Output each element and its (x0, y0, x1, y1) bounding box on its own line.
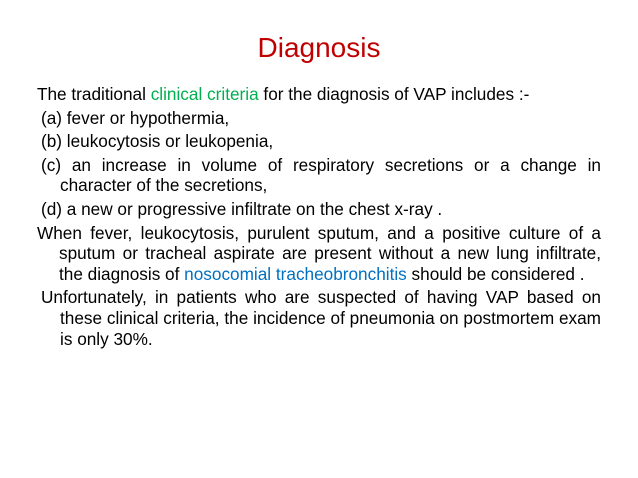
intro-text-before: The traditional (37, 84, 151, 104)
criteria-item-b: (b) leukocytosis or leukopenia, (41, 131, 274, 152)
criteria-item-a: (a) fever or hypothermia, (41, 107, 230, 128)
slide-title: Diagnosis (257, 32, 381, 63)
tracheobronchitis-text-before: When fever, leukocytosis, purulent sputum, and a positive culture of a sputum or tracheal aspirate are present without a new lung infiltrate, the diagnosis of (37, 222, 601, 284)
intro-paragraph (37, 84, 601, 105)
nosocomial-tracheobronchitis-highlight: nosocomial tracheobronchitis (184, 263, 407, 284)
slide-body (37, 84, 601, 349)
tracheobronchitis-text-after: should be considered . (406, 263, 585, 284)
clinical-criteria-highlight: clinical criteria (150, 84, 259, 104)
postmortem-paragraph: Unfortunately, in patients who are suspected of having VAP based on these clinical criteria, the incidence of pneumonia on postmortem exam is only 30%. (41, 287, 601, 349)
intro-text-after: for the diagnosis of VAP includes :- (258, 84, 530, 104)
criteria-item-c: (c) an increase in volume of respiratory secretions or a change in character of the secretions, (41, 154, 601, 196)
criteria-item-d: (d) a new or progressive infiltrate on the chest x-ray . (41, 198, 443, 219)
tracheobronchitis-paragraph (37, 223, 601, 285)
